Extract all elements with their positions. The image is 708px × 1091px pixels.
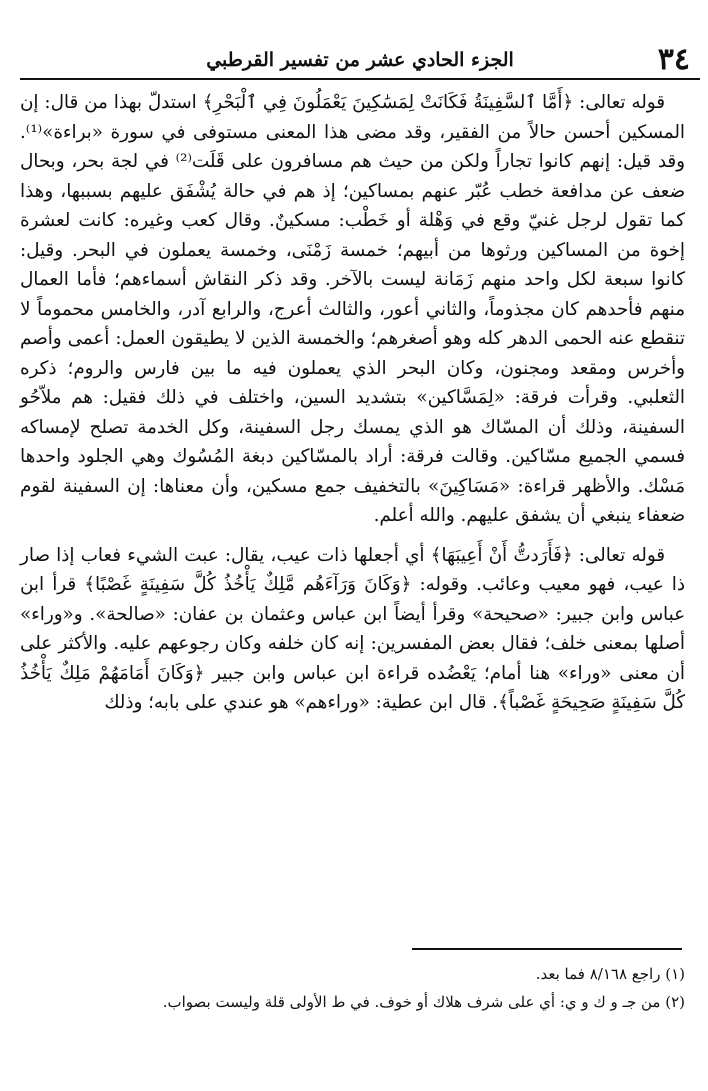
footnote-rule: [412, 948, 682, 950]
footnote-2: (٢) من جـ و ك و ي: أي على شرف هلاك أو خوف. في ط الأولى قلة وليست بصواب.: [162, 993, 685, 1011]
footnotes: [20, 960, 685, 1016]
header-rule: [20, 78, 700, 80]
paragraph-1: قوله تعالى: ﴿أَمَّا ٱلسَّفِينَةُ فَكَانَتْ لِمَسَٰكِينَ يَعْمَلُونَ فِي ٱلْبَحْرِ﴾ استدلّ بهذا من قال: إن المسكين أحسن حالاً من الفقير، وقد مضى هذا المعنى مستوفى في سورة «براءة»⁽¹⁾. وقد قيل: إنهم كانوا تجاراً ولكن من حيث هم مسافرون على قَلَت⁽²⁾ في لجة بحر، وبحال ضعف عن مدافعة خطب عُبّر عنهم بمساكين؛ إذ هم في حالة يُشْفَق عليهم بسببها، وهذا كما تقول لرجل غنيّ وقع في وَهْلة أو خَطْب: مسكينٌ. وقال كعب وغيره: كانت لعشرة إخوة من المساكين ورثوها من أبيهم؛ خمسة زَمْنَى، وخمسة يعملون في البحر. وقيل: كانوا سبعة لكل واحد منهم زَمَانة ليست بالآخر. وقد ذكر النقاش أسماءهم؛ فأما العمال منهم فأحدهم كان مجذوماً، والثاني أعور، والثالث أعرج، والرابع آدر، والخامس محموماً لا تنقطع عنه الحمى الدهر كله وهو أصغرهم؛ والخمسة الذين لا يطيقون العمل: أعمى وأصم وأخرس ومقعد ومجنون، وكان البحر الذي يعملون فيه ما بين فارس والروم؛ ذكره الثعلبي. وقرأت فرقة: «لِمَسَّاكين» بتشديد السين، واختلف في ذلك فقيل: هم ملاّحُو السفينة، وذلك أن المسّاك هو الذي يمسك رجل السفينة، وكل الخدمة تصلح لإمساكه فسمي الجميع مسّاكين. وقالت فرقة: أراد بالمسّاكين دبغة المُسُوك وهي الجلود واحدها مَسْك. والأظهر قراءة: «مَسَاكِينَ» بالتخفيف جمع مسكين، وأن معناها: إن السفينة لقوم ضعفاء ينبغي أن يشفق عليهم. والله أعلم.: [20, 92, 686, 526]
page-header: [20, 40, 700, 80]
footnote-1: (١) راجع ٨/١٦٨ فما بعد.: [535, 965, 685, 983]
page-number: ٣٤: [657, 42, 690, 77]
paragraph-2: قوله تعالى: ﴿فَأَرَدتُّ أَنْ أَعِيبَهَا﴾ أي أجعلها ذات عيب، يقال: عبت الشيء فعاب إذا صار ذا عيب، فهو معيب وعائب. وقوله: ﴿وَكَانَ وَرَآءَهُم مَّلِكٌ يَأْخُذُ كُلَّ سَفِينَةٍ غَصْبًا﴾ قرأ ابن عباس وابن جبير: «صحيحة» وقرأ أيضاً ابن عباس وعثمان بن عفان: «صالحة». و«وراء» أصلها بمعنى خلف؛ فقال بعض المفسرين: إنه كان خلفه وكان رجوعهم عليه. والأكثر على أن معنى «وراء» هنا أمام؛ يَعْضُده قراءة ابن عباس وابن جبير ﴿وَكَانَ أَمَامَهُمْ مَلِكٌ يَأْخُذُ كُلَّ سَفِينَةٍ صَحِيحَةٍ غَصْباً﴾. قال ابن عطية: «وراءهم» هو عندي على بابه؛ وذلك: [20, 544, 685, 713]
running-title: الجزء الحادي عشر من تفسير القرطبي: [206, 49, 514, 71]
main-text: [20, 88, 685, 728]
